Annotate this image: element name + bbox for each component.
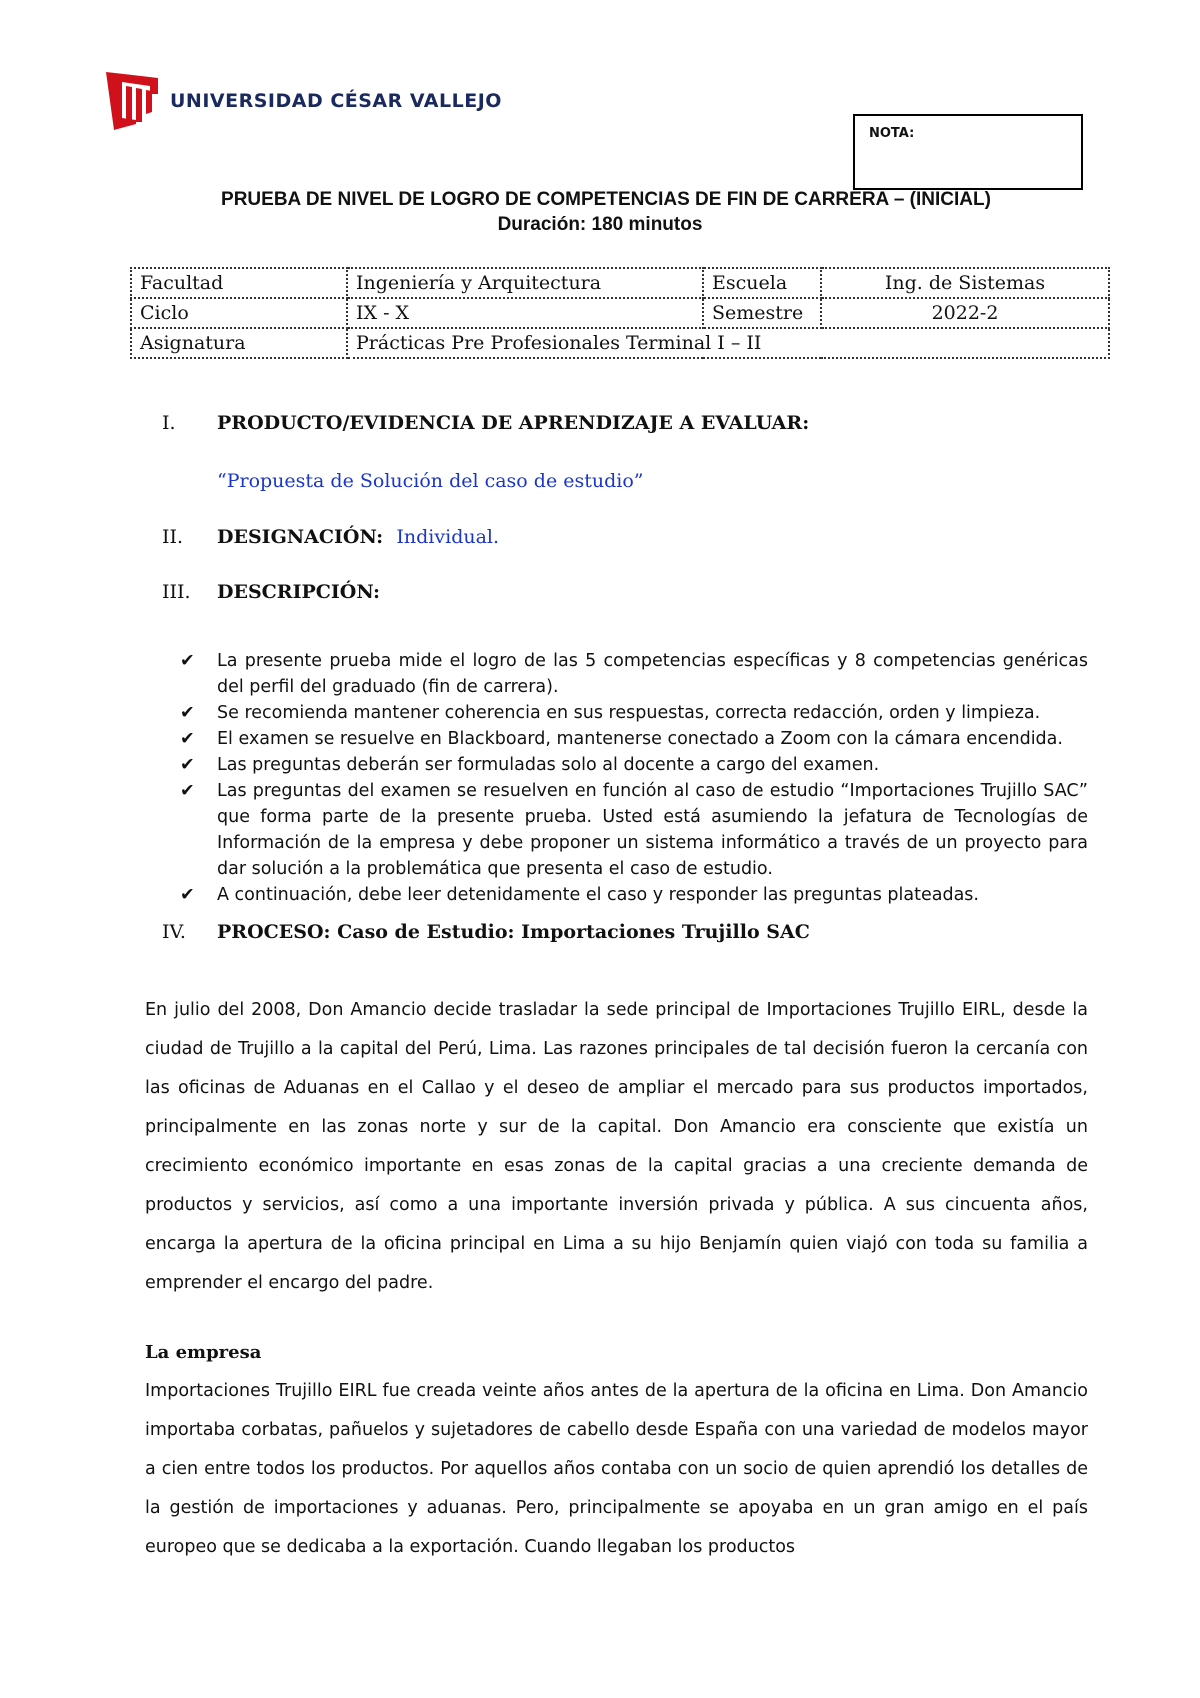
page-title: PRUEBA DE NIVEL DE LOGRO DE COMPETENCIAS DE FIN DE CARRERA – (INICIAL) [221, 189, 991, 210]
section-title [217, 526, 499, 548]
nota-label: NOTA: [869, 126, 915, 141]
checkmark-icon: ✔ [180, 885, 195, 905]
section-title: DESCRIPCIÓN: [217, 581, 381, 603]
checkmark-icon: ✔ [180, 755, 195, 775]
ciclo-label: Ciclo [131, 298, 347, 328]
checkmark-icon: ✔ [180, 729, 195, 749]
list-item-text: Se recomienda mantener coherencia en sus respuestas, correcta redacción, orden y limpieza. [217, 703, 1041, 723]
list-item-text: Las preguntas deberán ser formuladas solo al docente a cargo del examen. [217, 755, 880, 775]
section-title: PRODUCTO/EVIDENCIA DE APRENDIZAJE A EVALUAR: [217, 412, 810, 434]
list-item [180, 700, 1088, 726]
case-paragraph-1: En julio del 2008, Don Amancio decide trasladar la sede principal de Importaciones Trujillo EIRL, desde la ciudad de Trujillo a la capital del Perú, Lima. Las razones principales de tal decisión fueron la cercanía con las oficinas de Aduanas en el Callao y el deseo de ampliar el mercado para sus productos importados, principalmente en las zonas norte y sur de la capital. Don Amancio era consciente que existía un crecimiento económico importante en esas zonas de la capital gracias a una creciente demanda de productos y servicios, así como a una importante inversión privada y pública. A sus cincuenta años, encarga la apertura de la oficina principal en Lima a su hijo Benjamín quien viajó con toda su familia a emprender el encargo del padre. [145, 1000, 1088, 1293]
university-logo [106, 72, 502, 130]
escuela-label: Escuela [703, 268, 821, 298]
designacion-value: Individual. [396, 526, 500, 548]
asignatura-label: Asignatura [131, 328, 347, 358]
escuela-value: Ing. de Sistemas [821, 268, 1109, 298]
table-row [131, 298, 1109, 328]
section-number: III. [162, 581, 191, 603]
asignatura-value: Prácticas Pre Profesionales Terminal I – II [347, 328, 1109, 358]
list-item-text: El examen se resuelve en Blackboard, mantenerse conectado a Zoom con la cámara encendida. [217, 729, 1063, 749]
duration-value: 180 minutos [591, 214, 703, 235]
table-row [131, 268, 1109, 298]
list-item [180, 882, 1088, 908]
ucv-shield-icon [106, 72, 158, 130]
proceso-label: PROCESO [217, 921, 324, 943]
section-title [217, 921, 810, 943]
list-item [180, 648, 1088, 700]
list-item-text: La presente prueba mide el logro de las 5 competencias específicas y 8 competencias genéricas del perfil del graduado (fin de carrera). [217, 651, 1088, 697]
facultad-value: Ingeniería y Arquitectura [347, 268, 703, 298]
list-item [180, 752, 1088, 778]
list-item [180, 778, 1088, 882]
info-table [130, 267, 1110, 359]
list-item-text: A continuación, debe leer detenidamente el caso y responder las preguntas plateadas. [217, 885, 979, 905]
semestre-value: 2022-2 [821, 298, 1109, 328]
list-item [180, 726, 1088, 752]
checkmark-icon: ✔ [180, 781, 195, 801]
checkmark-icon: ✔ [180, 703, 195, 723]
description-list [180, 648, 1088, 908]
product-quote: “Propuesta de Solución del caso de estudio” [217, 470, 644, 492]
designacion-label: DESIGNACIÓN: [217, 526, 384, 548]
nota-box [853, 114, 1083, 190]
section-number: I. [162, 412, 176, 434]
table-row [131, 328, 1109, 358]
section-number: IV. [162, 921, 186, 943]
list-item-text: Las preguntas del examen se resuelven en función al caso de estudio “Importaciones Trujillo SAC” que forma parte de la presente prueba. Usted está asumiendo la jefatura de Tecnologías de Información de la empresa y debe proponer un sistema informático a través de un proyecto para dar solución a la problemática que presenta el caso de estudio. [217, 781, 1088, 879]
case-title: : Caso de Estudio: Importaciones Trujillo SAC [323, 921, 810, 943]
ciclo-value: IX - X [347, 298, 703, 328]
case-paragraph-2: Importaciones Trujillo EIRL fue creada veinte años antes de la apertura de la oficina en Lima. Don Amancio importaba corbatas, pañuelos y sujetadores de cabello desde España con una variedad de modelos mayor a cien entre todos los productos. Por aquellos años contaba con un socio de quien aprendió los detalles de la gestión de importaciones y aduanas. Pero, principalmente se apoyaba en un gran amigo en el país europeo que se dedicaba a la exportación. Cuando llegaban los productos [145, 1381, 1088, 1557]
checkmark-icon: ✔ [180, 651, 195, 671]
duration-label: Duración: [497, 214, 587, 235]
empresa-heading: La empresa [145, 1342, 262, 1363]
facultad-label: Facultad [131, 268, 347, 298]
section-number: II. [162, 526, 184, 548]
duration-line [0, 214, 1200, 236]
semestre-label: Semestre [703, 298, 821, 328]
logo-text: UNIVERSIDAD CÉSAR VALLEJO [170, 90, 502, 112]
